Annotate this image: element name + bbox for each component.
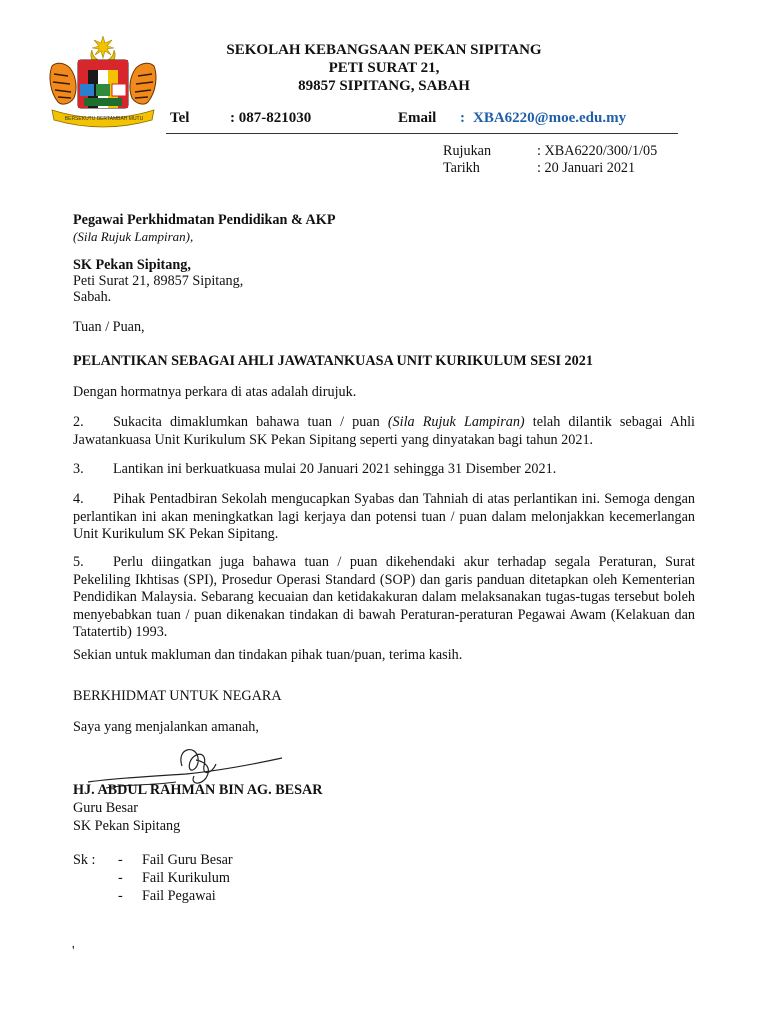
email-colon: : — [460, 110, 465, 126]
school-city: 89857 SIPITANG, SABAH — [298, 78, 470, 94]
paragraph-1: Dengan hormatnya perkara di atas adalah dirujuk. — [73, 384, 357, 400]
tel-label: Tel — [170, 110, 190, 126]
recipient-note: (Sila Rujuk Lampiran), — [73, 229, 194, 244]
signatory-name: HJ. ABDUL RAHMAN BIN AG. BESAR — [73, 782, 323, 798]
stray-mark: ' — [72, 944, 75, 959]
paragraph-5-text: Perlu diingatkan juga bahawa tuan / puan dikehendaki akur terhadap segala Peraturan, Surat Pekeliling Ikhtisas (SPI), Prosedur Operasi Standard (SOP) dan garis panduan ditetapkan oleh Kementerian Pendidikan Malaysia. Sebarang kecuaian dan ketidakakuran dalam melaksanakan tugas-tugas tersebut boleh menyebabkan tuan / puan dikenakan tindakan di bawah Peraturan-peraturan Pegawai Awam (Kelakuan dan Tatatertib) 1993. — [73, 554, 695, 640]
recipient-address-2: Sabah. — [73, 289, 112, 305]
date-label: Tarikh — [443, 160, 480, 176]
paragraph-3-text: Lantikan ini berkuatkuasa mulai 20 Januari 2021 sehingga 31 Disember 2021. — [113, 461, 557, 477]
paragraph-3-number: 3. — [73, 461, 84, 477]
header-divider — [166, 133, 678, 134]
cc-dash-2: - — [118, 870, 123, 886]
email-link[interactable]: XBA6220@moe.edu.my — [473, 110, 627, 126]
recipient-address-1: Peti Surat 21, 89857 Sipitang, — [73, 273, 244, 289]
salutation: Tuan / Puan, — [73, 319, 145, 335]
ref-value: : XBA6220/300/1/05 — [537, 143, 658, 159]
tel-value: : 087-821030 — [230, 110, 312, 126]
paragraph-6: Sekian untuk makluman dan tindakan pihak tuan/puan, terima kasih. — [73, 647, 463, 663]
paragraph-2-text-b: telah dilantik sebagai Ahli Jawatankuasa Unit Kurikulum SK Pekan Sipitang seperti yang dinyatakan bagi tahun 2021. — [73, 414, 695, 448]
signatory-school: SK Pekan Sipitang — [73, 818, 181, 834]
school-name: SEKOLAH KEBANGSAAN PEKAN SIPITANG — [226, 42, 542, 58]
paragraph-2-italic: (Sila Rujuk Lampiran) — [387, 414, 525, 430]
paragraph-4-text: Pihak Pentadbiran Sekolah mengucapkan Syabas dan Tahniah di atas perlantikan ini. Semoga dengan perlantikan ini akan meningkatkan lagi kerjaya dan potensi tuan / puan dalam melonjakkan kecemerlangan Unit Kurikulum SK Pekan Sipitang. — [73, 491, 695, 542]
date-value: : 20 Januari 2021 — [537, 160, 636, 176]
crest-motto: BERSEKUTU BERTAMBAH MUTU — [64, 116, 144, 122]
ref-label: Rujukan — [443, 143, 492, 159]
cc-item: Fail Pegawai — [142, 888, 216, 904]
subject-line: PELANTIKAN SEBAGAI AHLI JAWATANKUASA UNIT KURIKULUM SESI 2021 — [73, 353, 593, 369]
cc-item: Fail Kurikulum — [142, 870, 230, 886]
signatory-position: Guru Besar — [73, 800, 139, 816]
cc-item: Fail Guru Besar — [142, 852, 233, 868]
cc-dash-3: - — [118, 888, 123, 904]
paragraph-2-text-a: Sukacita dimaklumkan bahawa tuan / puan — [113, 414, 388, 430]
recipient-title: Pegawai Perkhidmatan Pendidikan & AKP — [73, 212, 336, 228]
closing-motto: BERKHIDMAT UNTUK NEGARA — [73, 688, 282, 704]
paragraph-2-number: 2. — [73, 414, 84, 430]
closing-line: Saya yang menjalankan amanah, — [73, 719, 259, 735]
paragraph-4-number: 4. — [73, 491, 84, 507]
paragraph-5-number: 5. — [73, 554, 84, 570]
paragraph-3 — [73, 461, 695, 479]
paragraph-5 — [73, 554, 695, 642]
recipient-org: SK Pekan Sipitang, — [73, 257, 191, 273]
cc-label: Sk : — [73, 852, 96, 868]
paragraph-2 — [73, 414, 695, 449]
cc-dash-1: - — [118, 852, 123, 868]
email-label: Email — [398, 110, 437, 126]
paragraph-4 — [73, 491, 695, 544]
school-pobox: PETI SURAT 21, — [328, 60, 440, 76]
